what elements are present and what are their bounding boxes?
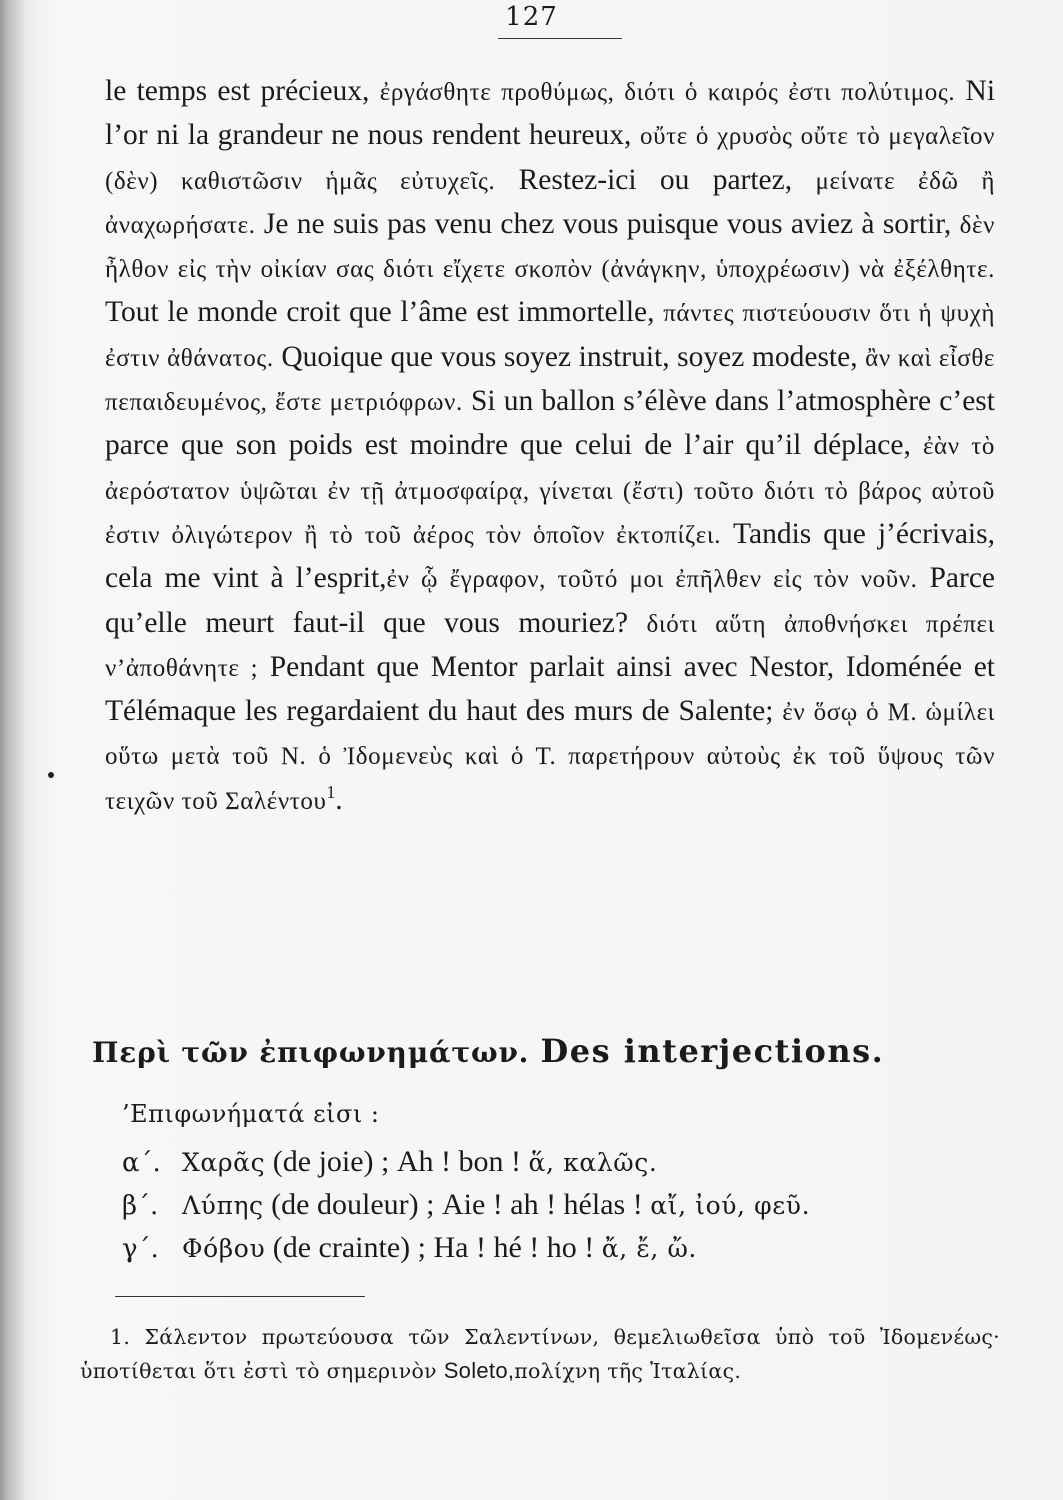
french-sentence: le temps est précieux, [105,75,380,107]
item-french: (de douleur) ; Aie ! ah ! hélas ! [271,1188,643,1221]
footnote-text-before: Σάλεντον πρωτεύουσα τῶν Σαλεντίνων, θεμελιωθεῖσα ὑπὸ τοῦ Ἰδομενέως· ὑποτίθεται ὅτι ἐστὶ τὸ σημερινὸν [80,1325,1000,1383]
french-sentence: Tout le monde croit que l’âme est immortelle, [105,296,664,329]
footnote-marker: 1. [110,1325,131,1349]
binding-edge [0,0,26,1500]
margin-mark [48,772,54,778]
french-sentence: Ni l’or ni la grandeur ne nous rendent heureux, [105,75,996,152]
item-greek-examples: ἄ, ἔ, ὤ. [601,1234,697,1263]
interjections-list [122,1140,1002,1269]
page-number: 127 [505,2,558,32]
greek-translation: ἐν ὅσῳ ὁ Μ. ὡμίλει οὕτω μετὰ τοῦ Ν. ὁ Ἰδομενεὺς καὶ ὁ Τ. παρετήρουν αὐτοὺς ἐκ τοῦ ὕψους τῶν τειχῶν τοῦ Σαλέντου [105,699,995,815]
item-greek-examples: αἴ, ἰού, φεῦ. [650,1191,811,1220]
item-marker: γ΄. [122,1234,159,1264]
greek-translation: ἐὰν τὸ ἀερόστατον ὑψῶται ἐν τῇ ἀτμοσφαίρᾳ, γίνεται (ἔστι) τοῦτο διότι τὸ βάρος αὐτοῦ ἐστιν ὀλιγώτερον ἢ τὸ τοῦ ἀέρος τὸν ὁποῖον ἐκτοπίζει. [105,433,995,549]
section-heading [92,1032,992,1070]
footnote-reference: 1 [326,781,336,802]
item-greek-label: Χαρᾶς [182,1148,266,1177]
french-sentence: Pendant que Mentor parlait ainsi avec Nestor, Idoménée et Télémaque les regardaient du haut des murs de Salente; [105,650,995,728]
french-sentence: Parce qu’elle meurt faut-il que vous mouriez? [105,562,996,639]
item-greek-label: Φόβου [182,1234,266,1263]
item-marker: α΄. [122,1148,161,1178]
greek-translation: διότι αὕτη ἀποθνήσκει πρέπει ν’ἀποθάνητε ; [105,610,995,682]
french-sentence: Je ne suis pas venu chez vous puisque vous aviez à sortir, [255,207,960,240]
greek-translation: ἂν καὶ εἶσθε πεπαιδευμένος, ἔστε μετριόφρων. [105,344,996,417]
greek-translation: οὔτε ὁ χρυσὸς οὔτε τὸ μεγαλεῖον (δὲν) καθιστῶσιν ἡμᾶς εὐτυχεῖς. [105,123,995,195]
list-item [122,1183,1002,1226]
interjections-intro: ’Επιφωνήματά εἰσι : [122,1100,380,1128]
french-sentence: Quoique que vous soyez instruit, soyez modeste, [273,340,866,373]
body-end: . [335,783,343,816]
heading-french: Des interjections. [540,1032,885,1070]
heading-greek: Περὶ τῶν ἐπιφωνημάτων. [92,1036,530,1069]
body-paragraph [105,70,995,823]
item-greek-examples: ἅ, καλῶς. [528,1148,658,1177]
greek-translation: δὲν ἦλθον εἰς τὴν οἰκίαν σας διότι εἴχετε σκοπὸν (ἀνάγκην, ὑποχρέωσιν) νὰ ἐξέλθητε. [105,211,995,284]
item-marker: β΄. [122,1191,159,1221]
footnote-place: Soleto, [443,1358,515,1383]
footnote-text-after: πολίχνη τῆς Ἰταλίας. [514,1359,742,1383]
footnote-rule [115,1296,365,1297]
greek-translation: ἐν ᾧ ἔγραφον, τοῦτό μοι ἐπῆλθεν εἰς τὸν νοῦν. [386,566,918,594]
item-french: (de joie) ; Ah ! bon ! [272,1145,522,1178]
item-greek-label: Λύπης [182,1191,264,1220]
footnote [80,1320,1000,1388]
page-number-rule [498,38,622,39]
greek-translation: ἐργάσθητε προθύμως, διότι ὁ καιρός ἐστι πολύτιμος. [379,79,956,106]
item-french: (de crainte) ; Ha ! hé ! ho ! [272,1231,595,1264]
french-sentence: Tandis que j’écrivais, cela me vint à l’esprit, [105,517,995,595]
list-item [122,1140,1002,1183]
greek-translation: μείνατε ἐδῶ ἢ ἀναχωρήσατε. [105,167,995,239]
list-item [122,1226,1002,1269]
french-sentence: Restez-ici ou partez, [495,163,816,196]
greek-translation: πάντες πιστεύουσιν ὅτι ἡ ψυχὴ ἐστιν ἀθάνατος. [105,300,996,372]
french-sentence: Si un ballon s’élève dans l’atmosphère c’est parce que son poids est moindre que celui de l’air qu’il déplace, [105,385,995,462]
